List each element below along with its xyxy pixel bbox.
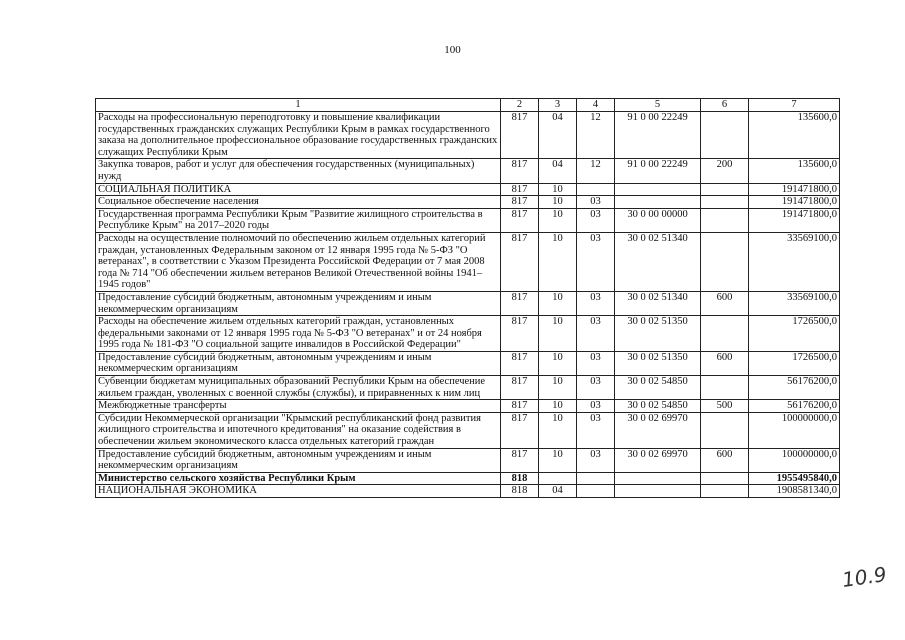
table-row	[96, 316, 840, 352]
cell-type: 600	[701, 448, 749, 472]
cell-ministry: 817	[501, 400, 539, 413]
cell-subsection	[577, 485, 615, 498]
cell-amount: 191471800,0	[749, 183, 840, 196]
cell-ministry: 817	[501, 183, 539, 196]
cell-name: Субсидии Некоммерческой организации "Крымский республиканский фонд развития жилищного строительства и ипотечного кредитования" на оказание содействия в обеспечении жильем экономического класса отдельных категорий граждан	[96, 412, 501, 448]
cell-name: Расходы на профессиональную переподготовку и повышение квалификации государственных гражданских служащих Республики Крым в рамках государственного заказа на дополнительное профессиональное образование государственных гражданских служащих Республики Крым	[96, 112, 501, 159]
cell-name: Межбюджетные трансферты	[96, 400, 501, 413]
cell-type	[701, 196, 749, 209]
table-row	[96, 400, 840, 413]
cell-ministry: 817	[501, 232, 539, 291]
cell-type	[701, 472, 749, 485]
cell-target: 30 0 02 51340	[615, 232, 701, 291]
table-row	[96, 412, 840, 448]
table-row	[96, 159, 840, 183]
cell-ministry: 818	[501, 485, 539, 498]
cell-amount: 33569100,0	[749, 291, 840, 315]
cell-type	[701, 112, 749, 159]
column-header: 2	[501, 99, 539, 112]
cell-name: Субвенции бюджетам муниципальных образований Республики Крым на обеспечение жильем граждан, уволенных с военной службы (службы), и приравненных к ним лиц	[96, 376, 501, 400]
cell-target	[615, 183, 701, 196]
cell-section: 10	[539, 196, 577, 209]
cell-section: 10	[539, 400, 577, 413]
cell-amount: 135600,0	[749, 112, 840, 159]
table-row	[96, 351, 840, 375]
cell-section: 10	[539, 351, 577, 375]
column-header: 4	[577, 99, 615, 112]
cell-subsection: 03	[577, 291, 615, 315]
cell-target: 30 0 00 00000	[615, 208, 701, 232]
table-row	[96, 196, 840, 209]
column-number-row	[96, 99, 840, 112]
cell-amount: 33569100,0	[749, 232, 840, 291]
cell-amount: 100000000,0	[749, 448, 840, 472]
cell-section: 10	[539, 183, 577, 196]
cell-name: Предоставление субсидий бюджетным, автономным учреждениям и иным некоммерческим организациям	[96, 448, 501, 472]
cell-ministry: 817	[501, 448, 539, 472]
cell-subsection: 12	[577, 112, 615, 159]
cell-subsection: 03	[577, 316, 615, 352]
cell-type: 600	[701, 291, 749, 315]
cell-amount: 191471800,0	[749, 208, 840, 232]
cell-subsection: 03	[577, 196, 615, 209]
cell-target: 91 0 00 22249	[615, 112, 701, 159]
cell-section: 10	[539, 376, 577, 400]
table-row	[96, 485, 840, 498]
table-row	[96, 112, 840, 159]
cell-section: 04	[539, 159, 577, 183]
cell-subsection: 03	[577, 400, 615, 413]
column-header: 3	[539, 99, 577, 112]
cell-ministry: 817	[501, 351, 539, 375]
cell-target	[615, 472, 701, 485]
column-header: 5	[615, 99, 701, 112]
cell-ministry: 817	[501, 196, 539, 209]
page-number: 100	[444, 44, 461, 56]
cell-target: 30 0 02 69970	[615, 412, 701, 448]
cell-subsection: 03	[577, 376, 615, 400]
cell-section: 10	[539, 291, 577, 315]
cell-subsection	[577, 183, 615, 196]
cell-target: 30 0 02 54850	[615, 376, 701, 400]
cell-section: 10	[539, 448, 577, 472]
cell-ministry: 817	[501, 112, 539, 159]
cell-type: 200	[701, 159, 749, 183]
cell-section: 10	[539, 208, 577, 232]
cell-name: Государственная программа Республики Крым "Развитие жилищного строительства в Республике Крым" на 2017–2020 годы	[96, 208, 501, 232]
column-header: 6	[701, 99, 749, 112]
cell-type	[701, 316, 749, 352]
cell-name: Закупка товаров, работ и услуг для обеспечения государственных (муниципальных) нужд	[96, 159, 501, 183]
cell-amount: 135600,0	[749, 159, 840, 183]
cell-section: 04	[539, 112, 577, 159]
cell-target	[615, 196, 701, 209]
cell-section: 04	[539, 485, 577, 498]
cell-type: 500	[701, 400, 749, 413]
table-row	[96, 472, 840, 485]
cell-name: Министерство сельского хозяйства Республики Крым	[96, 472, 501, 485]
table-row	[96, 291, 840, 315]
cell-section: 10	[539, 316, 577, 352]
cell-ministry: 817	[501, 412, 539, 448]
cell-amount: 1726500,0	[749, 351, 840, 375]
cell-name: СОЦИАЛЬНАЯ ПОЛИТИКА	[96, 183, 501, 196]
cell-target: 30 0 02 54850	[615, 400, 701, 413]
cell-name: НАЦИОНАЛЬНАЯ ЭКОНОМИКА	[96, 485, 501, 498]
cell-name: Расходы на обеспечение жильем отдельных категорий граждан, установленных федеральными законами от 12 января 1995 года № 5-ФЗ "О ветеранах" и от 24 ноября 1995 года № 181-ФЗ "О социальной защите инвалидов в Российской Федерации"	[96, 316, 501, 352]
cell-amount: 56176200,0	[749, 376, 840, 400]
cell-ministry: 817	[501, 376, 539, 400]
cell-subsection: 03	[577, 412, 615, 448]
cell-amount: 1955495840,0	[749, 472, 840, 485]
cell-subsection: 03	[577, 232, 615, 291]
cell-type: 600	[701, 351, 749, 375]
table-row	[96, 232, 840, 291]
cell-ministry: 818	[501, 472, 539, 485]
cell-section	[539, 472, 577, 485]
cell-amount: 56176200,0	[749, 400, 840, 413]
cell-target: 91 0 00 22249	[615, 159, 701, 183]
cell-amount: 100000000,0	[749, 412, 840, 448]
cell-ministry: 817	[501, 159, 539, 183]
cell-type	[701, 183, 749, 196]
cell-subsection: 03	[577, 351, 615, 375]
cell-amount: 1908581340,0	[749, 485, 840, 498]
cell-type	[701, 232, 749, 291]
cell-target: 30 0 02 51350	[615, 351, 701, 375]
cell-ministry: 817	[501, 316, 539, 352]
cell-target: 30 0 02 51340	[615, 291, 701, 315]
cell-type	[701, 376, 749, 400]
table-row	[96, 208, 840, 232]
cell-type	[701, 485, 749, 498]
cell-amount: 191471800,0	[749, 196, 840, 209]
cell-ministry: 817	[501, 208, 539, 232]
cell-name: Расходы на осуществление полномочий по обеспечению жильем отдельных категорий граждан, установленных Федеральным законом от 12 января 1995 года № 5-ФЗ "О ветеранах", в соответствии с Указом Президента Российской Федерации от 7 мая 2008 года № 714 "Об обеспечении жильем ветеранов Великой Отечественной войны 1941–1945 годов"	[96, 232, 501, 291]
cell-name: Предоставление субсидий бюджетным, автономным учреждениям и иным некоммерческим организациям	[96, 351, 501, 375]
table-row	[96, 183, 840, 196]
cell-subsection	[577, 472, 615, 485]
budget-table	[95, 98, 840, 498]
cell-ministry: 817	[501, 291, 539, 315]
cell-subsection: 03	[577, 448, 615, 472]
table-row	[96, 448, 840, 472]
cell-section: 10	[539, 232, 577, 291]
column-header: 1	[96, 99, 501, 112]
cell-subsection: 12	[577, 159, 615, 183]
cell-subsection: 03	[577, 208, 615, 232]
handwritten-page-mark: 10.9	[840, 562, 888, 592]
cell-type	[701, 412, 749, 448]
cell-type	[701, 208, 749, 232]
column-header: 7	[749, 99, 840, 112]
cell-amount: 1726500,0	[749, 316, 840, 352]
cell-target: 30 0 02 69970	[615, 448, 701, 472]
cell-name: Социальное обеспечение населения	[96, 196, 501, 209]
cell-section: 10	[539, 412, 577, 448]
cell-target	[615, 485, 701, 498]
cell-name: Предоставление субсидий бюджетным, автономным учреждениям и иным некоммерческим организациям	[96, 291, 501, 315]
table-row	[96, 376, 840, 400]
cell-target: 30 0 02 51350	[615, 316, 701, 352]
